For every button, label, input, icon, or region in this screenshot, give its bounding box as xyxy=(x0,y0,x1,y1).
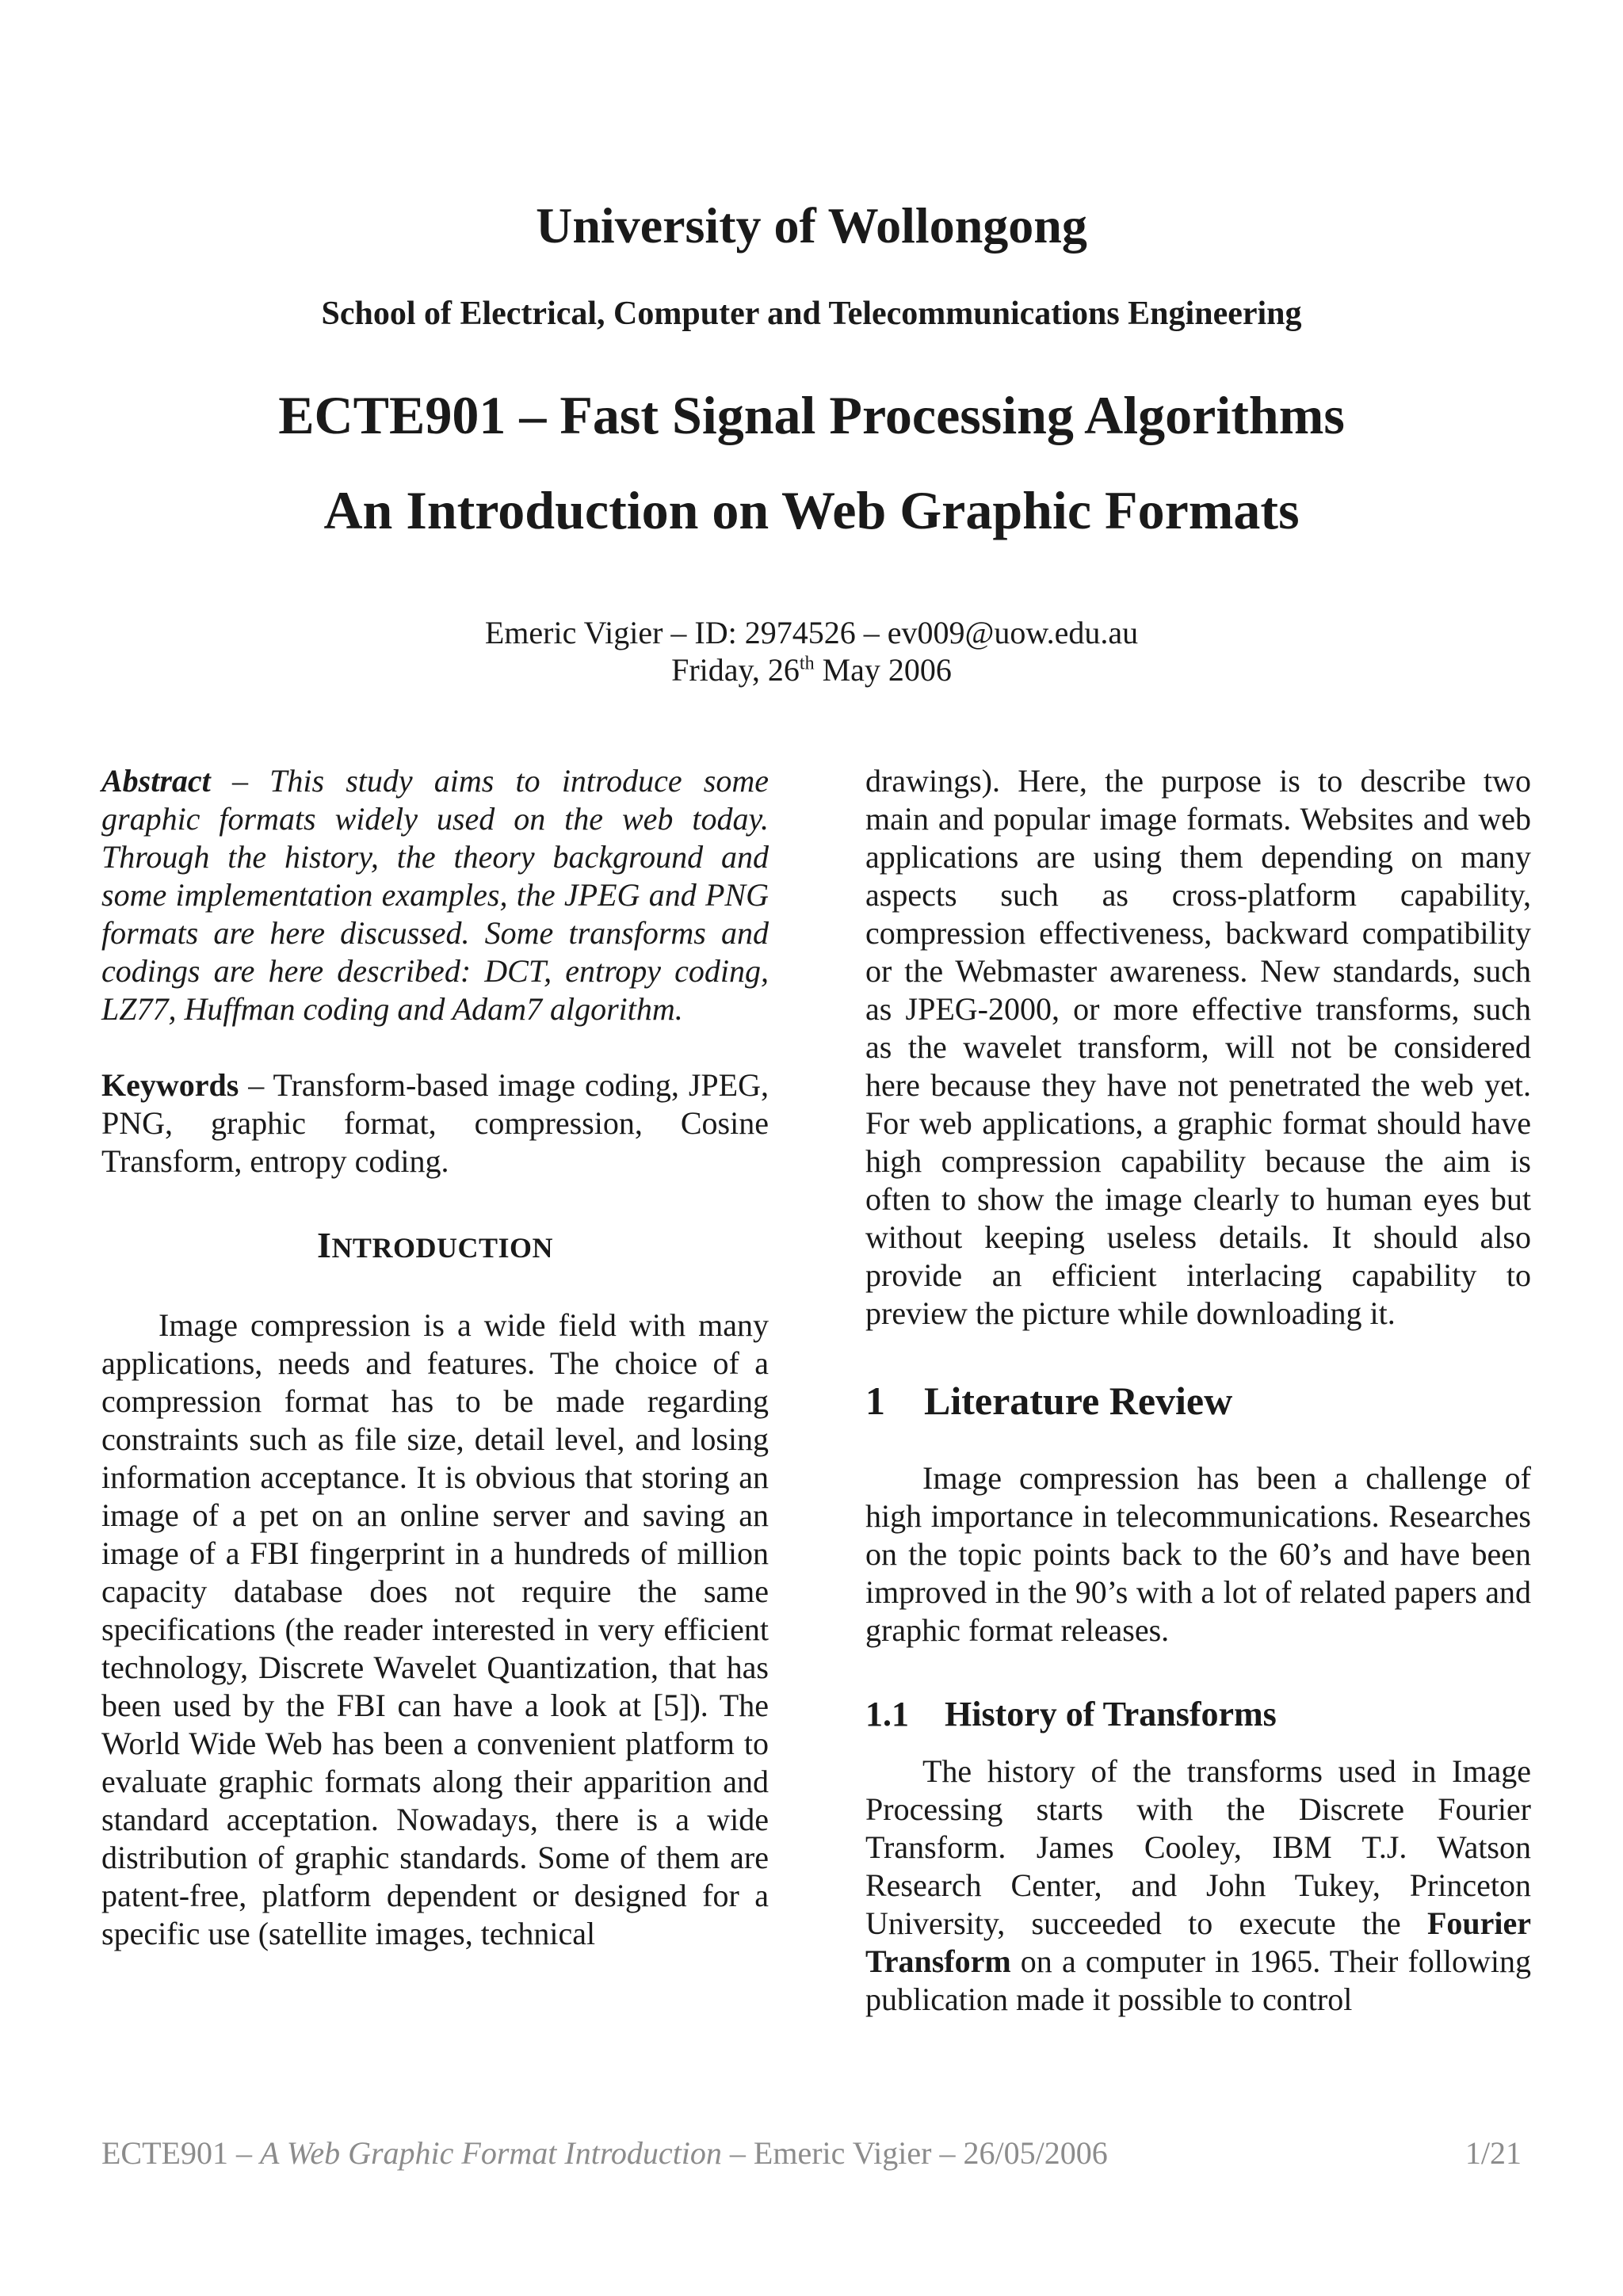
date-superscript: th xyxy=(799,653,815,674)
date-suffix: May 2006 xyxy=(814,652,952,688)
introduction-heading xyxy=(101,1226,769,1267)
paper-title: An Introduction on Web Graphic Formats xyxy=(323,480,1300,540)
date-line xyxy=(0,651,1623,688)
keywords xyxy=(101,1066,769,1180)
left-column xyxy=(101,762,769,1953)
date-prefix: Friday, 26 xyxy=(671,652,800,688)
page-number: 1/21 xyxy=(1465,2135,1522,2171)
history-text-b: on a computer in 1965. Their following publication made it possible to control xyxy=(865,1943,1531,2017)
footer-citation xyxy=(101,2134,1108,2172)
history-paragraph xyxy=(865,1753,1531,2019)
abstract-label: Abstract xyxy=(101,763,211,799)
subsection-heading xyxy=(865,1695,1531,1733)
footer-author-date: – Emeric Vigier – 26/05/2006 xyxy=(721,2135,1108,2171)
keywords-label: Keywords xyxy=(101,1067,239,1103)
school-name: School of Electrical, Computer and Telecommunications Engineering xyxy=(321,296,1302,332)
abstract-text: – This study aims to introduce some graphic formats widely used on the web today. Through the history, the theory background and some implementation examples, the JPEG and PNG formats are here discussed. Some transforms and codings are here described: DCT, entropy coding, LZ77, Huffman coding and Adam7 algorithm. xyxy=(101,763,769,1027)
history-bold-term: Fourier Transform xyxy=(865,1905,1531,1979)
abstract xyxy=(101,762,769,1028)
introduction-continuation: drawings). Here, the purpose is to describe two main and popular image formats. Websites and web applications are using them depending on many aspects such as cross-platform capability, compression effectiveness, backward compatibility or the Webmaster awareness. New standards, such as JPEG-2000, or more effective transforms, such as the wavelet transform, will not be considered here because they have not penetrated the web yet. For web applications, a graphic format should have high compression capability because the aim is often to show the image clearly to human eyes but without keeping useless details. It should also provide an efficient interlacing capability to preview the picture while downloading it. xyxy=(865,763,1531,1331)
introduction-heading-rest: NTRODUCTION xyxy=(331,1232,553,1264)
section-number: 1 xyxy=(865,1379,885,1423)
subsection-title: History of Transforms xyxy=(945,1695,1277,1733)
author-line: Emeric Vigier – ID: 2974526 – ev009@uow.edu.au xyxy=(484,615,1139,650)
footer-course: ECTE901 – xyxy=(101,2135,260,2171)
keywords-text: – Transform-based image coding, JPEG, PNG, graphic format, compression, Cosine Transform, entropy coding. xyxy=(101,1067,769,1179)
subsection-number: 1.1 xyxy=(865,1695,909,1733)
introduction-paragraph: Image compression is a wide field with many applications, needs and features. The choice of a compression format has to be made regarding constraints such as file size, detail level, and losing information acceptance. It is obvious that storing an image of a pet on an online server and saving an image of a FBI fingerprint in a hundreds of million capacity database does not require the same specifications (the reader interested in very efficient technology, Discrete Wavelet Quantization, that has been used by the FBI can have a look at [5]). The World Wide Web has been a convenient platform to evaluate graphic formats along their apparition and standard acceptation. Nowadays, there is a wide distribution of graphic standards. Some of them are patent-free, platform dependent or designed for a specific use (satellite images, technical xyxy=(101,1307,769,1951)
literature-review-paragraph: Image compression has been a challenge of high importance in telecommunications. Researches on the topic points back to the 60’s and have been improved in the 90’s with a lot of related papers and graphic format releases. xyxy=(865,1460,1531,1648)
section-title: Literature Review xyxy=(924,1379,1233,1423)
history-text-a: The history of the transforms used in Image Processing starts with the Discrete Fourier Transform. James Cooley, IBM T.J. Watson Research Center, and John Tukey, Princeton University, succeeded to execute the xyxy=(865,1753,1531,1941)
course-title: ECTE901 – Fast Signal Processing Algorithms xyxy=(278,385,1345,445)
introduction-heading-initial: I xyxy=(317,1225,332,1265)
footer-title: A Web Graphic Format Introduction xyxy=(259,2135,722,2171)
section-heading xyxy=(865,1379,1531,1423)
right-column xyxy=(865,762,1531,2019)
university-title: University of Wollongong xyxy=(536,197,1087,254)
